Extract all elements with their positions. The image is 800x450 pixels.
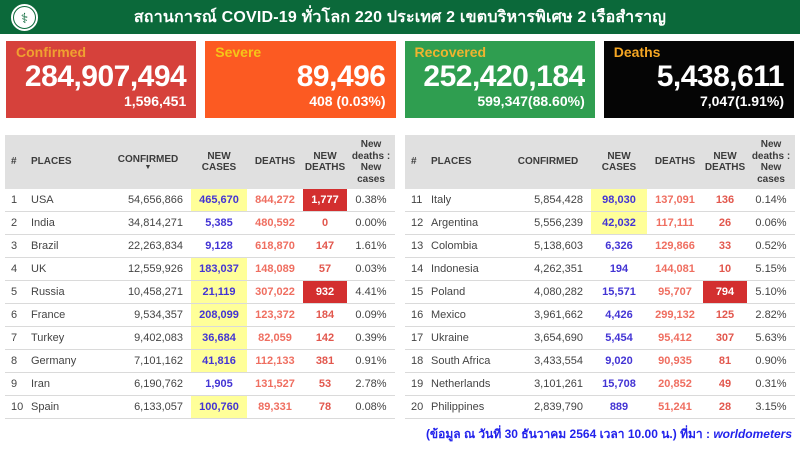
ratio-cell: 5.15% bbox=[747, 258, 795, 281]
card-subvalue: 599,347(88.60%) bbox=[477, 93, 585, 109]
confirmed-cell: 3,101,261 bbox=[505, 373, 591, 396]
new-deaths-cell: 307 bbox=[703, 327, 747, 350]
card-subvalue: 408 (0.03%) bbox=[309, 93, 386, 109]
table-header-row bbox=[5, 135, 395, 189]
rank-cell: 10 bbox=[5, 396, 29, 419]
card-subvalue: 1,596,451 bbox=[123, 93, 187, 109]
rank-cell: 11 bbox=[405, 189, 429, 212]
card-value: 89,496 bbox=[296, 60, 386, 93]
place-cell: Poland bbox=[429, 281, 505, 304]
table-row bbox=[5, 281, 395, 304]
ratio-cell: 0.38% bbox=[347, 189, 395, 212]
table-row bbox=[5, 212, 395, 235]
confirmed-cell: 3,654,690 bbox=[505, 327, 591, 350]
new-cases-cell: 4,426 bbox=[591, 304, 647, 327]
new-cases-cell: 194 bbox=[591, 258, 647, 281]
deaths-cell: 89,331 bbox=[247, 396, 303, 419]
place-cell: Brazil bbox=[29, 235, 105, 258]
new-deaths-cell: 794 bbox=[703, 281, 747, 304]
table-row bbox=[405, 327, 795, 350]
deaths-cell: 51,241 bbox=[647, 396, 703, 419]
header-bar bbox=[0, 0, 800, 34]
ratio-cell: 5.63% bbox=[747, 327, 795, 350]
confirmed-column-header: CONFIRMED bbox=[505, 135, 591, 189]
confirmed-cell: 22,263,834 bbox=[105, 235, 191, 258]
confirmed-cell: 5,854,428 bbox=[505, 189, 591, 212]
card-value: 252,420,184 bbox=[423, 60, 585, 93]
new-cases-cell: 21,119 bbox=[191, 281, 247, 304]
confirmed-cell: 54,656,866 bbox=[105, 189, 191, 212]
new-cases-cell: 42,032 bbox=[591, 212, 647, 235]
place-cell: UK bbox=[29, 258, 105, 281]
place-cell: Iran bbox=[29, 373, 105, 396]
table-row bbox=[405, 350, 795, 373]
sort-desc-icon[interactable]: ▼ bbox=[144, 163, 152, 171]
ratio-cell: 0.09% bbox=[347, 304, 395, 327]
countries-table-left bbox=[5, 135, 395, 419]
rank-cell: 6 bbox=[5, 304, 29, 327]
table-header-row bbox=[405, 135, 795, 189]
place-cell: France bbox=[29, 304, 105, 327]
new-cases-cell: 5,385 bbox=[191, 212, 247, 235]
ratio-cell: 0.08% bbox=[347, 396, 395, 419]
new-deaths-cell: 0 bbox=[303, 212, 347, 235]
table-row bbox=[405, 235, 795, 258]
new-deaths-cell: 184 bbox=[303, 304, 347, 327]
deaths-cell: 844,272 bbox=[247, 189, 303, 212]
ratio-cell: 1.61% bbox=[347, 235, 395, 258]
new-deaths-cell: 142 bbox=[303, 327, 347, 350]
table-row bbox=[405, 304, 795, 327]
new-deaths-cell: 78 bbox=[303, 396, 347, 419]
rank-cell: 20 bbox=[405, 396, 429, 419]
deaths-cell: 95,412 bbox=[647, 327, 703, 350]
card-value: 284,907,494 bbox=[24, 60, 187, 93]
new-deaths-cell: 136 bbox=[703, 189, 747, 212]
new-deaths-cell: 125 bbox=[703, 304, 747, 327]
place-cell: Italy bbox=[429, 189, 505, 212]
new-deaths-cell: 28 bbox=[703, 396, 747, 419]
new-cases-cell: 41,816 bbox=[191, 350, 247, 373]
table-row bbox=[5, 189, 395, 212]
new-cases-column-header: NEW CASES bbox=[591, 135, 647, 189]
table-row bbox=[5, 304, 395, 327]
rank-cell: 19 bbox=[405, 373, 429, 396]
deaths-cell: 307,022 bbox=[247, 281, 303, 304]
place-cell: USA bbox=[29, 189, 105, 212]
stat-card-recovered bbox=[405, 41, 595, 118]
place-cell: Mexico bbox=[429, 304, 505, 327]
new-cases-cell: 183,037 bbox=[191, 258, 247, 281]
new-deaths-column-header: NEW DEATHS bbox=[303, 135, 347, 189]
moph-logo-icon: ⚕ bbox=[9, 2, 40, 33]
new-cases-cell: 5,454 bbox=[591, 327, 647, 350]
places-column-header: PLACES bbox=[429, 135, 505, 189]
new-deaths-cell: 10 bbox=[703, 258, 747, 281]
confirmed-column-header[interactable]: CONFIRMED ▼ bbox=[105, 135, 191, 189]
deaths-cell: 112,133 bbox=[247, 350, 303, 373]
new-deaths-cell: 49 bbox=[703, 373, 747, 396]
table-row bbox=[5, 258, 395, 281]
deaths-cell: 95,707 bbox=[647, 281, 703, 304]
card-subvalue: 7,047(1.91%) bbox=[699, 93, 784, 109]
new-cases-cell: 98,030 bbox=[591, 189, 647, 212]
table-row bbox=[405, 396, 795, 419]
new-cases-column-header: NEW CASES bbox=[191, 135, 247, 189]
table-row bbox=[405, 212, 795, 235]
ratio-column-header: New deaths : New cases bbox=[747, 135, 795, 189]
new-deaths-cell: 1,777 bbox=[303, 189, 347, 212]
card-label: Deaths bbox=[613, 44, 661, 60]
stat-card-confirmed bbox=[6, 41, 196, 118]
places-column-header: PLACES bbox=[29, 135, 105, 189]
rank-cell: 5 bbox=[5, 281, 29, 304]
confirmed-cell: 2,839,790 bbox=[505, 396, 591, 419]
new-cases-cell: 15,708 bbox=[591, 373, 647, 396]
new-deaths-cell: 57 bbox=[303, 258, 347, 281]
rank-column-header: # bbox=[405, 135, 429, 189]
table-row bbox=[405, 258, 795, 281]
new-deaths-column-header: NEW DEATHS bbox=[703, 135, 747, 189]
card-label: Recovered bbox=[414, 44, 487, 60]
new-cases-cell: 9,128 bbox=[191, 235, 247, 258]
ratio-cell: 2.78% bbox=[347, 373, 395, 396]
data-source-note bbox=[426, 425, 792, 444]
rank-cell: 12 bbox=[405, 212, 429, 235]
deaths-cell: 137,091 bbox=[647, 189, 703, 212]
deaths-cell: 117,111 bbox=[647, 212, 703, 235]
new-deaths-cell: 932 bbox=[303, 281, 347, 304]
new-cases-cell: 6,326 bbox=[591, 235, 647, 258]
place-cell: Argentina bbox=[429, 212, 505, 235]
deaths-cell: 480,592 bbox=[247, 212, 303, 235]
confirmed-cell: 7,101,162 bbox=[105, 350, 191, 373]
ratio-cell: 0.31% bbox=[747, 373, 795, 396]
deaths-cell: 82,059 bbox=[247, 327, 303, 350]
confirmed-cell: 34,814,271 bbox=[105, 212, 191, 235]
rank-cell: 3 bbox=[5, 235, 29, 258]
ratio-cell: 0.00% bbox=[347, 212, 395, 235]
ratio-cell: 0.39% bbox=[347, 327, 395, 350]
new-deaths-cell: 381 bbox=[303, 350, 347, 373]
place-cell: South Africa bbox=[429, 350, 505, 373]
note-text: (ข้อมูล ณ วันที่ 30 ธันวาคม 2564 เวลา 10.00 น.) ที่มา : bbox=[425, 427, 714, 441]
rank-cell: 2 bbox=[5, 212, 29, 235]
place-cell: India bbox=[29, 212, 105, 235]
new-deaths-cell: 26 bbox=[703, 212, 747, 235]
ratio-cell: 0.03% bbox=[347, 258, 395, 281]
rank-cell: 4 bbox=[5, 258, 29, 281]
deaths-cell: 131,527 bbox=[247, 373, 303, 396]
rank-cell: 8 bbox=[5, 350, 29, 373]
new-deaths-cell: 53 bbox=[303, 373, 347, 396]
deaths-cell: 144,081 bbox=[647, 258, 703, 281]
confirmed-cell: 3,961,662 bbox=[505, 304, 591, 327]
rank-cell: 13 bbox=[405, 235, 429, 258]
ratio-cell: 0.14% bbox=[747, 189, 795, 212]
page-title: สถานการณ์ COVID-19 ทั่วโลก 220 ประเทศ 2 เขตบริหารพิเศษ 2 เรือสำราญ bbox=[133, 8, 667, 26]
place-cell: Spain bbox=[29, 396, 105, 419]
stat-card-severe bbox=[205, 41, 395, 118]
deaths-cell: 148,089 bbox=[247, 258, 303, 281]
new-deaths-cell: 81 bbox=[703, 350, 747, 373]
table-row bbox=[5, 373, 395, 396]
deaths-cell: 129,866 bbox=[647, 235, 703, 258]
rank-cell: 9 bbox=[5, 373, 29, 396]
deaths-column-header: DEATHS bbox=[647, 135, 703, 189]
confirmed-cell: 6,133,057 bbox=[105, 396, 191, 419]
table-row bbox=[405, 281, 795, 304]
stat-cards bbox=[6, 41, 794, 118]
new-cases-cell: 208,099 bbox=[191, 304, 247, 327]
place-cell: Turkey bbox=[29, 327, 105, 350]
deaths-cell: 90,935 bbox=[647, 350, 703, 373]
ratio-cell: 0.52% bbox=[747, 235, 795, 258]
source-link[interactable]: worldometers bbox=[713, 427, 792, 441]
new-cases-cell: 36,684 bbox=[191, 327, 247, 350]
deaths-cell: 618,870 bbox=[247, 235, 303, 258]
confirmed-cell: 4,262,351 bbox=[505, 258, 591, 281]
ratio-cell: 0.06% bbox=[747, 212, 795, 235]
place-cell: Germany bbox=[29, 350, 105, 373]
card-label: Severe bbox=[215, 44, 262, 60]
table-row bbox=[5, 396, 395, 419]
rank-cell: 17 bbox=[405, 327, 429, 350]
table-row bbox=[5, 350, 395, 373]
stat-card-deaths bbox=[604, 41, 794, 118]
rank-cell: 14 bbox=[405, 258, 429, 281]
country-tables bbox=[5, 135, 795, 419]
ratio-cell: 0.91% bbox=[347, 350, 395, 373]
card-label: Confirmed bbox=[16, 44, 86, 60]
confirmed-cell: 9,402,083 bbox=[105, 327, 191, 350]
deaths-column-header: DEATHS bbox=[247, 135, 303, 189]
new-cases-cell: 465,670 bbox=[191, 189, 247, 212]
deaths-cell: 123,372 bbox=[247, 304, 303, 327]
confirmed-cell: 6,190,762 bbox=[105, 373, 191, 396]
rank-cell: 18 bbox=[405, 350, 429, 373]
place-cell: Philippines bbox=[429, 396, 505, 419]
table-row bbox=[5, 327, 395, 350]
table-row bbox=[405, 189, 795, 212]
ratio-cell: 2.82% bbox=[747, 304, 795, 327]
rank-cell: 7 bbox=[5, 327, 29, 350]
new-cases-cell: 15,571 bbox=[591, 281, 647, 304]
confirmed-cell: 5,138,603 bbox=[505, 235, 591, 258]
card-value: 5,438,611 bbox=[656, 60, 784, 93]
rank-column-header: # bbox=[5, 135, 29, 189]
rank-cell: 15 bbox=[405, 281, 429, 304]
place-cell: Russia bbox=[29, 281, 105, 304]
new-cases-cell: 1,905 bbox=[191, 373, 247, 396]
ratio-cell: 5.10% bbox=[747, 281, 795, 304]
deaths-cell: 20,852 bbox=[647, 373, 703, 396]
deaths-cell: 299,132 bbox=[647, 304, 703, 327]
place-cell: Colombia bbox=[429, 235, 505, 258]
confirmed-cell: 5,556,239 bbox=[505, 212, 591, 235]
confirmed-cell: 3,433,554 bbox=[505, 350, 591, 373]
confirmed-cell: 9,534,357 bbox=[105, 304, 191, 327]
table-row bbox=[5, 235, 395, 258]
confirmed-cell: 12,559,926 bbox=[105, 258, 191, 281]
rank-cell: 1 bbox=[5, 189, 29, 212]
place-cell: Ukraine bbox=[429, 327, 505, 350]
countries-table-right bbox=[405, 135, 795, 419]
new-cases-cell: 100,760 bbox=[191, 396, 247, 419]
new-cases-cell: 889 bbox=[591, 396, 647, 419]
place-cell: Netherlands bbox=[429, 373, 505, 396]
ratio-cell: 3.15% bbox=[747, 396, 795, 419]
confirmed-cell: 4,080,282 bbox=[505, 281, 591, 304]
place-cell: Indonesia bbox=[429, 258, 505, 281]
rank-cell: 16 bbox=[405, 304, 429, 327]
ratio-cell: 4.41% bbox=[347, 281, 395, 304]
table-row bbox=[405, 373, 795, 396]
new-cases-cell: 9,020 bbox=[591, 350, 647, 373]
ratio-column-header: New deaths : New cases bbox=[347, 135, 395, 189]
new-deaths-cell: 147 bbox=[303, 235, 347, 258]
ratio-cell: 0.90% bbox=[747, 350, 795, 373]
new-deaths-cell: 33 bbox=[703, 235, 747, 258]
confirmed-cell: 10,458,271 bbox=[105, 281, 191, 304]
